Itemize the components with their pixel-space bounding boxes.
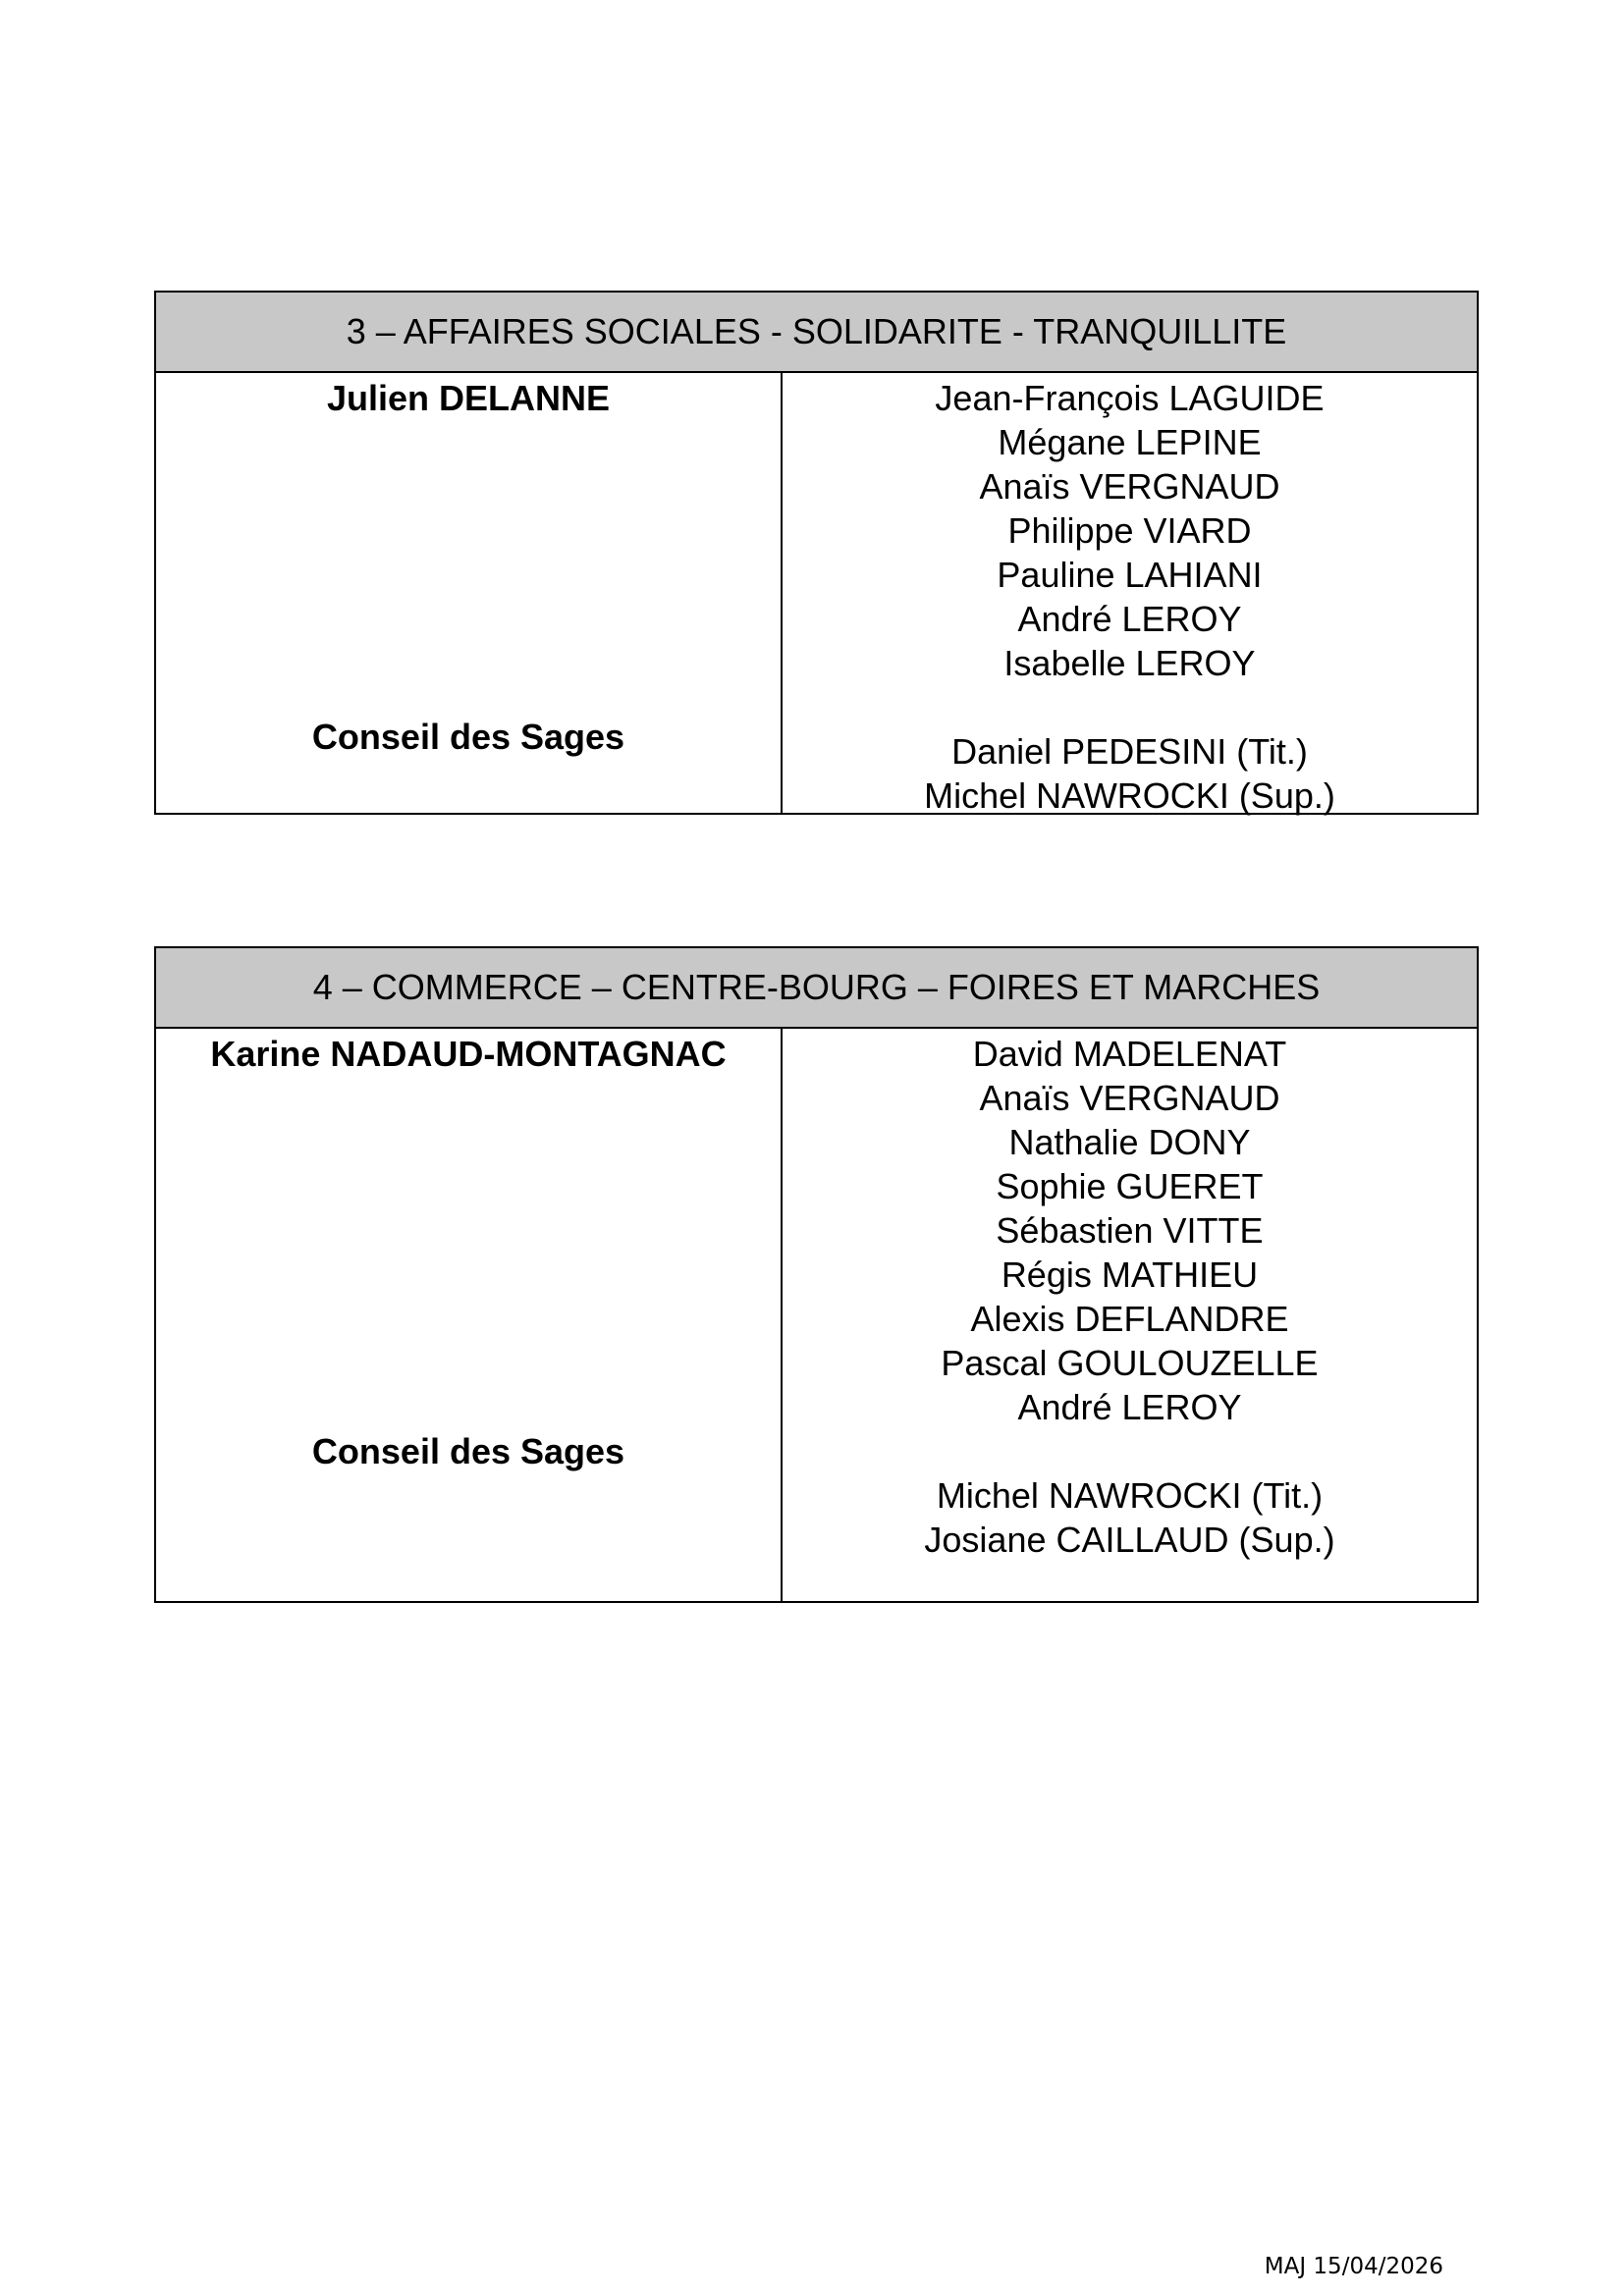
- member-name: Jean-François LAGUIDE: [935, 378, 1325, 418]
- commission-title: 4 – COMMERCE – CENTRE-BOURG – FOIRES ET MARCHES: [156, 948, 1477, 1029]
- member-name: Mégane LEPINE: [998, 422, 1262, 462]
- member-name: Isabelle LEROY: [1003, 643, 1256, 683]
- sage-name: Daniel PEDESINI (Tit.): [951, 731, 1308, 772]
- member-name: Philippe VIARD: [1007, 510, 1252, 551]
- member-name: André LEROY: [1017, 599, 1242, 639]
- president-name: Karine NADAUD-MONTAGNAC: [210, 1034, 727, 1074]
- member-name: Anaïs VERGNAUD: [979, 1078, 1280, 1118]
- commission-table: [154, 946, 1479, 1603]
- sages-label: Conseil des Sages: [311, 1431, 625, 1471]
- commission-body: [156, 1029, 1477, 1601]
- member-name: Pauline LAHIANI: [997, 555, 1263, 595]
- member-name: Anaïs VERGNAUD: [979, 466, 1280, 507]
- president-column: [156, 1029, 783, 1601]
- update-date-note: MAJ 15/04/2026: [1264, 2254, 1443, 2279]
- member-name: Nathalie DONY: [1008, 1122, 1251, 1162]
- member-name: Sophie GUERET: [996, 1166, 1264, 1206]
- sage-name: Michel NAWROCKI (Sup.): [924, 775, 1335, 816]
- president-name: Julien DELANNE: [326, 378, 611, 418]
- members-column: [783, 373, 1477, 816]
- commission-table: [154, 291, 1479, 815]
- sage-name: Josiane CAILLAUD (Sup.): [924, 1520, 1335, 1560]
- president-column: [156, 373, 783, 813]
- member-name: Pascal GOULOUZELLE: [941, 1343, 1319, 1383]
- commission-body: [156, 373, 1477, 816]
- member-name: Sébastien VITTE: [996, 1210, 1264, 1251]
- member-name: Régis MATHIEU: [1001, 1255, 1259, 1295]
- spacer: [783, 1429, 1477, 1473]
- members-column: [783, 1029, 1477, 1601]
- member-name: André LEROY: [1017, 1387, 1242, 1427]
- spacer: [783, 685, 1477, 729]
- sages-label: Conseil des Sages: [311, 717, 625, 757]
- member-name: Alexis DEFLANDRE: [970, 1299, 1289, 1339]
- commission-title: 3 – AFFAIRES SOCIALES - SOLIDARITE - TRANQUILLITE: [156, 293, 1477, 373]
- member-name: David MADELENAT: [972, 1034, 1287, 1074]
- sage-name: Michel NAWROCKI (Tit.): [936, 1475, 1324, 1516]
